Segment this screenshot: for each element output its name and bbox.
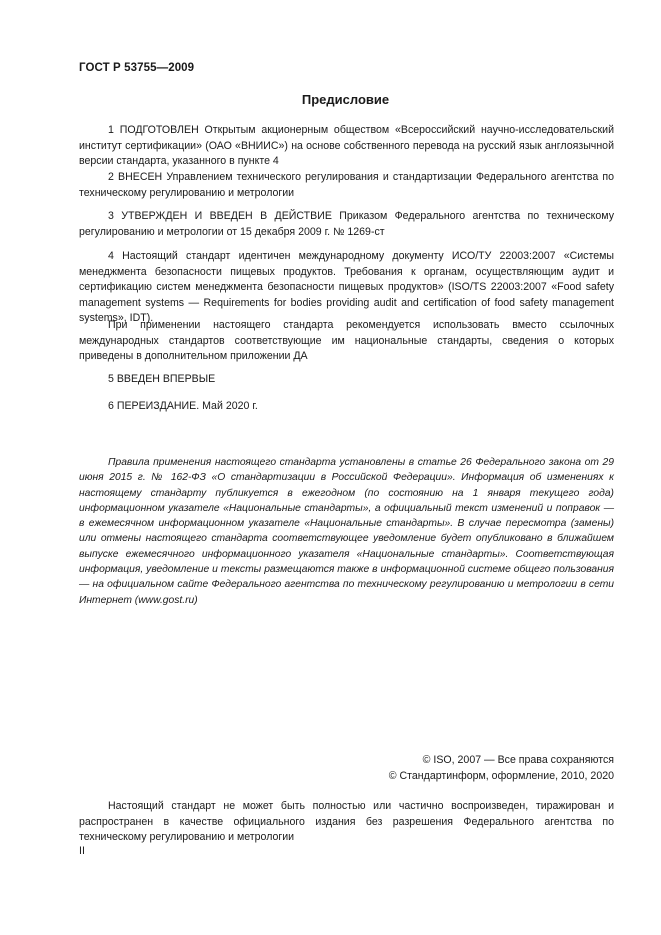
application-rules-notice: Правила применения настоящего стандарта установлены в статье 26 Федерального закона от 29 июня 2015 г. № 162-ФЗ «О стандартизации в Российской Федерации». Информация об изменениях к настоящему стандарту публикуется в ежегодном (по состоянию на 1 января текущего года) информационном указателе «Национальные стандарты», а официальный текст изменений и поправок — в ежемесячном информационном указателе «Национальные стандарты». В случае пересмотра (замены) или отмены настоящего стандарта соответствующее уведомление будет опубликовано в ближайшем выпуске ежемесячного информационного указателя «Национальные стандарты». Соответствующая информация, уведомление и тексты размещаются также в информационной системе общего пользования — на официальном сайте Федерального агентства по техническому регулированию и метрологии в сети Интернет (www.gost.ru) [79, 457, 614, 606]
section-title [0, 92, 661, 107]
paragraph-3-approved: 3 УТВЕРЖДЕН И ВВЕДЕН В ДЕЙСТВИЕ Приказом Федерального агентства по техническому регулированию и метрологии от 15 декабря 2009 г. № 1269-ст [79, 210, 614, 238]
page-number: II [79, 845, 85, 857]
paragraph-2-submitted: 2 ВНЕСЕН Управлением технического регулирования и стандартизации Федерального агентства по техническому регулированию и метрологии [79, 171, 614, 199]
paragraph-6-reissue: 6 ПЕРЕИЗДАНИЕ. Май 2020 г. [108, 400, 258, 412]
reproduction-notice: Настоящий стандарт не может быть полностью или частично воспроизведен, тиражирован и распространен в качестве официального издания без разрешения Федерального агентства по техническому регулированию и метрологии [79, 800, 614, 843]
paragraph-5-introduced: 5 ВВЕДЕН ВПЕРВЫЕ [108, 373, 216, 385]
copyright-iso: © ISO, 2007 — Все права сохраняются [422, 754, 614, 766]
document-header: ГОСТ Р 53755—2009 [79, 62, 195, 74]
paragraph-1-prepared: 1 ПОДГОТОВЛЕН Открытым акционерным обществом «Всероссийский научно-исследовательский институт сертификации» (ОАО «ВНИИС») на основе собственного перевода на русский язык англоязычной версии стандарта, указанного в пункте 4 [79, 124, 614, 167]
copyright-standartinform: © Стандартинформ, оформление, 2010, 2020 [388, 770, 614, 782]
section-title-text: Предисловие [301, 92, 390, 107]
paragraph-4-note: При применении настоящего стандарта рекомендуется использовать вместо ссылочных международных стандартов соответствующие им национальные стандарты, сведения о которых приведены в дополнительном приложении ДА [79, 319, 614, 362]
paragraph-4-identical: 4 Настоящий стандарт идентичен международному документу ИСО/ТУ 22003:2007 «Системы менеджмента безопасности пищевых продуктов. Требования к органам, осуществляющим аудит и сертификацию систем менеджмента безопасности пищевых продуктов» (ISO/TS 22003:2007 «Food safety management systems — Requirements for bodies providing audit and certification of food safety management systems», IDT). [79, 250, 614, 324]
